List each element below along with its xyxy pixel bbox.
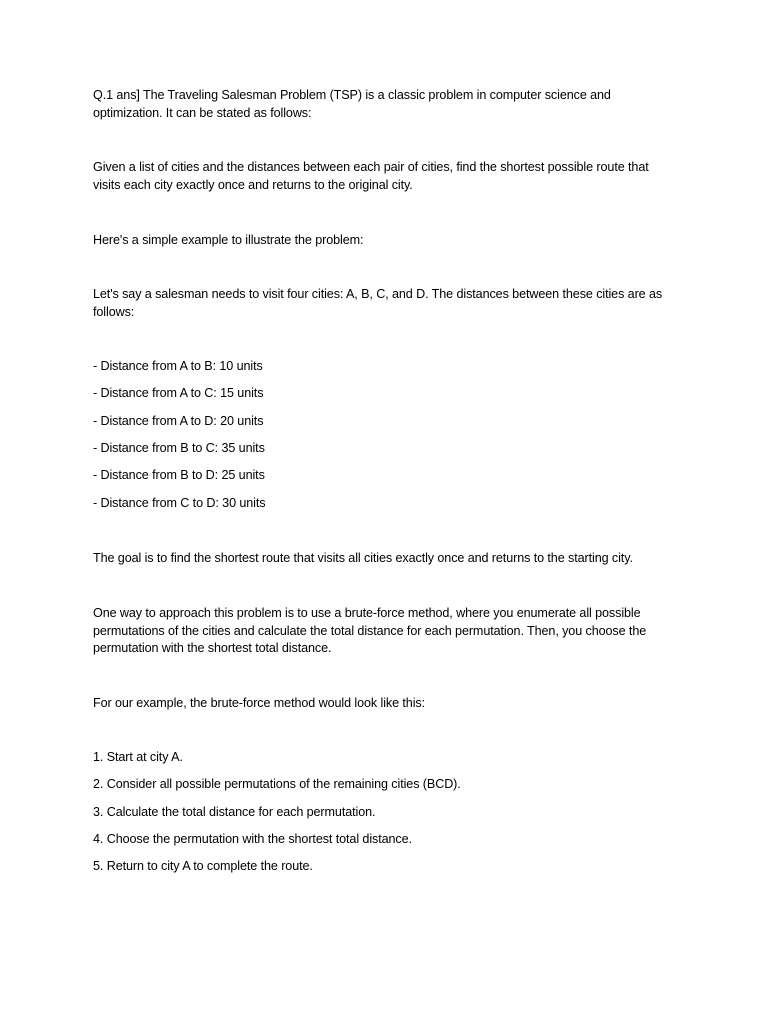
distance-item: - Distance from B to C: 35 units [93, 441, 265, 455]
example-intro-paragraph: Here's a simple example to illustrate the problem: [93, 233, 364, 247]
distance-item: - Distance from A to C: 15 units [93, 386, 264, 400]
method-intro-paragraph: For our example, the brute-force method would look like this: [93, 696, 425, 710]
distance-item: - Distance from B to D: 25 units [93, 468, 265, 482]
scenario-paragraph: Let's say a salesman needs to visit four cities: A, B, C, and D. The distances between these cities are as follows: [93, 287, 663, 319]
goal-paragraph: The goal is to find the shortest route that visits all cities exactly once and returns to the starting city. [93, 551, 633, 565]
intro-paragraph: Q.1 ans] The Traveling Salesman Problem (TSP) is a classic problem in computer science and optimization. It can be stated as follows: [93, 88, 611, 120]
step-item: 5. Return to city A to complete the route. [93, 859, 313, 873]
step-item: 2. Consider all possible permutations of the remaining cities (BCD). [93, 777, 461, 791]
distance-item: - Distance from A to D: 20 units [93, 414, 264, 428]
distance-item: - Distance from C to D: 30 units [93, 496, 266, 510]
step-item: 1. Start at city A. [93, 750, 183, 764]
step-item: 4. Choose the permutation with the shortest total distance. [93, 832, 412, 846]
approach-paragraph: One way to approach this problem is to use a brute-force method, where you enumerate all possible permutations of the cities and calculate the total distance for each permutation. Then, you choose the permutation with the shortest total distance. [93, 606, 647, 655]
distance-item: - Distance from A to B: 10 units [93, 359, 263, 373]
definition-paragraph: Given a list of cities and the distances between each pair of cities, find the shortest possible route that visits each city exactly once and returns to the original city. [93, 160, 649, 192]
step-item: 3. Calculate the total distance for each permutation. [93, 805, 376, 819]
